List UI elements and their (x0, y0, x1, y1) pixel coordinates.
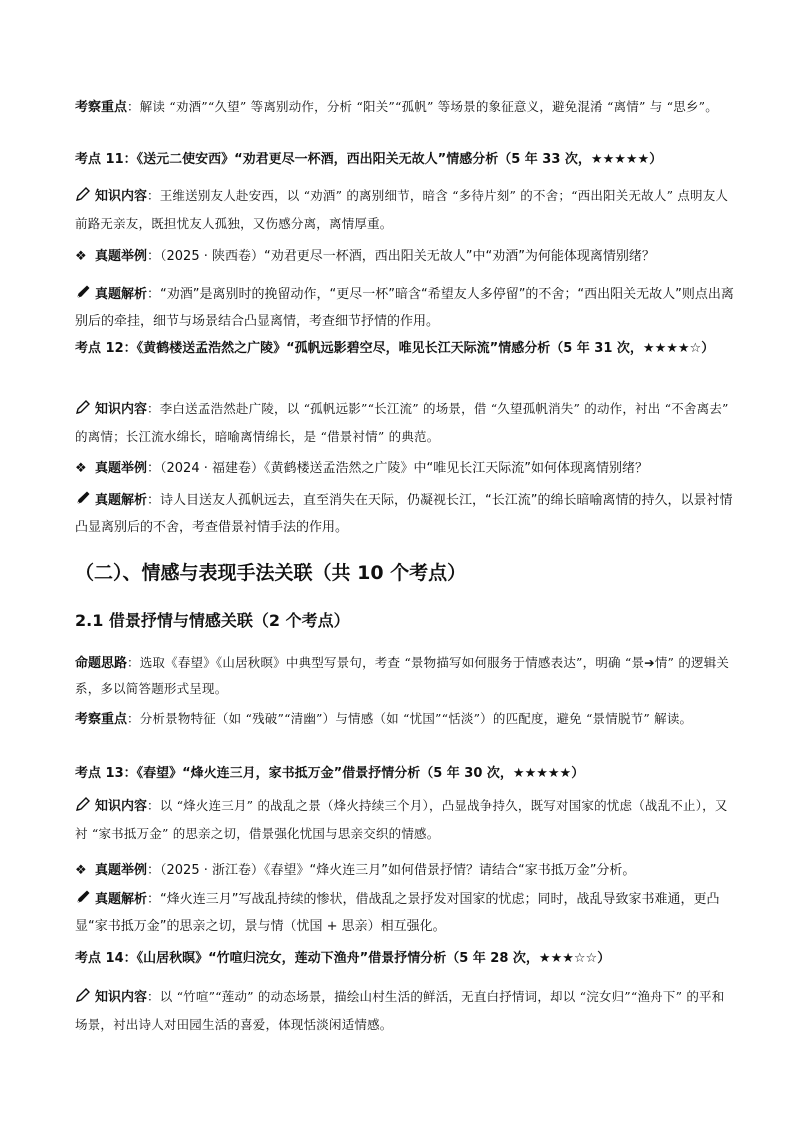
knowledge-label: 知识内容 (95, 799, 148, 814)
knowledge-paragraph (75, 984, 735, 1038)
knowledge-label: 知识内容 (95, 189, 148, 204)
idea-text: ：选取《春望》《山居秋暝》中典型写景句，考查 “景物描写如何服务于情感表达”，明确 “景➔情” 的逻辑关系，多以简答题形式呈现。 (75, 655, 730, 696)
pencil-icon (75, 987, 95, 1012)
pen-icon (75, 284, 95, 309)
analysis-text: ：“烽火连三月”写战乱持续的惨状，借战乱之景抒发对国家的忧虑；同时，战乱导致家书难通，更凸显“家书抵万金”的思亲之切，景与情（忧国 + 思亲）相互强化。 (75, 892, 720, 934)
section-heading: （二）、情感与表现手法关联（共 10 个考点） (75, 562, 467, 584)
pen-icon (75, 889, 95, 914)
focus-label: 考察重点 (75, 100, 128, 115)
point-title: 考点 12：《黄鹤楼送孟浩然之广陵》“孤帆远影碧空尽，唯见长江天际流”情感分析（5 年 31 次，★★★★☆） (75, 341, 715, 356)
example-paragraph (75, 456, 735, 481)
analysis-label: 真题解析 (95, 493, 148, 508)
diamond-bullet-icon: ❖ (75, 249, 87, 264)
knowledge-text: ：以 “烽火连三月” 的战乱之景（烽火持续三个月），凸显战争持久，既写对国家的忧虑（战乱不止），又衬 “家书抵万金” 的思亲之切，借景强化忧国与思亲交织的情感。 (75, 798, 728, 841)
pen-icon (75, 490, 95, 515)
diamond-bullet-icon: ❖ (75, 863, 87, 878)
knowledge-paragraph (75, 793, 735, 847)
knowledge-paragraph (75, 396, 735, 450)
example-text: ：（2025 · 陕西卷）“劝君更尽一杯酒，西出阳关无故人”中“劝酒”为何能体现离情别绪？ (147, 249, 655, 264)
point-title: 考点 13：《春望》“烽火连三月，家书抵万金”借景抒情分析（5 年 30 次，★★★★★） (75, 766, 585, 781)
analysis-text: ：诗人目送友人孤帆远去，直至消失在天际，仍凝视长江，“长江流”的绵长暗喻离情的持久，以景衬情凸显离别后的不舍，考查借景衬情手法的作用。 (75, 493, 733, 535)
pencil-icon (75, 796, 95, 821)
focus-paragraph (75, 706, 735, 732)
pencil-icon (75, 399, 95, 424)
example-label: 真题举例 (95, 461, 148, 476)
focus-paragraph (75, 94, 735, 120)
analysis-paragraph (75, 887, 735, 939)
analysis-paragraph (75, 488, 735, 540)
diamond-bullet-icon: ❖ (75, 461, 87, 476)
knowledge-label: 知识内容 (95, 402, 148, 417)
analysis-text: ：“劝酒”是离别时的挽留动作，“更尽一杯”暗含“希望友人多停留”的不舍；“西出阳关无故人”则点出离别后的牵挂，细节与场景结合凸显离情，考查细节抒情的作用。 (75, 287, 734, 329)
idea-paragraph (75, 650, 735, 702)
example-text: ：（2024 · 福建卷）《黄鹤楼送孟浩然之广陵》中“唯见长江天际流”如何体现离情别绪？ (147, 461, 648, 476)
knowledge-text: ：王维送别友人赴安西，以 “劝酒” 的离别细节，暗含 “多待片刻” 的不舍；“西出阳关无故人” 点明友人前路无亲友，既担忧友人孤独，又伤感分离，离情厚重。 (75, 188, 729, 231)
example-paragraph (75, 244, 735, 269)
analysis-label: 真题解析 (95, 287, 148, 302)
subsection-heading: 2.1 借景抒情与情感关联（2 个考点） (75, 611, 350, 630)
knowledge-text: ：李白送孟浩然赴广陵，以 “孤帆远影”“长江流” 的场景，借 “久望孤帆消失” 的动作，衬出 “不舍离去” 的离情；长江流水绵长，暗喻离情绵长，是 “借景衬情” 的典范。 (75, 401, 729, 444)
example-paragraph (75, 858, 735, 883)
pencil-icon (75, 186, 95, 211)
knowledge-paragraph (75, 183, 735, 237)
example-label: 真题举例 (95, 249, 148, 264)
focus-text: ：分析景物特征（如 “残破”“清幽”）与情感（如 “忧国”“恬淡”）的匹配度，避免 “景情脱节” 解读。 (127, 711, 693, 726)
point-title: 考点 14：《山居秋暝》“竹喧归浣女，莲动下渔舟”借景抒情分析（5 年 28 次，★★★☆☆） (75, 951, 611, 966)
analysis-label: 真题解析 (95, 892, 148, 907)
knowledge-text: ：以 “竹喧”“莲动” 的动态场景，描绘山村生活的鲜活，无直白抒情词，却以 “浣女归”“渔舟下” 的平和场景，衬出诗人对田园生活的喜爱，体现恬淡闲适情感。 (75, 989, 725, 1032)
example-text: ：（2025 · 浙江卷）《春望》“烽火连三月”如何借景抒情？请结合“家书抵万金”分析。 (147, 863, 636, 878)
knowledge-label: 知识内容 (95, 990, 148, 1005)
idea-label: 命题思路 (75, 656, 128, 671)
example-label: 真题举例 (95, 863, 148, 878)
point-title: 考点 11：《送元二使安西》“劝君更尽一杯酒，西出阳关无故人”情感分析（5 年 33 次，★★★★★） (75, 152, 663, 167)
focus-label: 考察重点 (75, 712, 128, 727)
analysis-paragraph (75, 282, 735, 334)
focus-text: ：解读 “劝酒”“久望” 等离别动作，分析 “阳关”“孤帆” 等场景的象征意义，避免混淆 “离情” 与 “思乡”。 (127, 99, 718, 114)
